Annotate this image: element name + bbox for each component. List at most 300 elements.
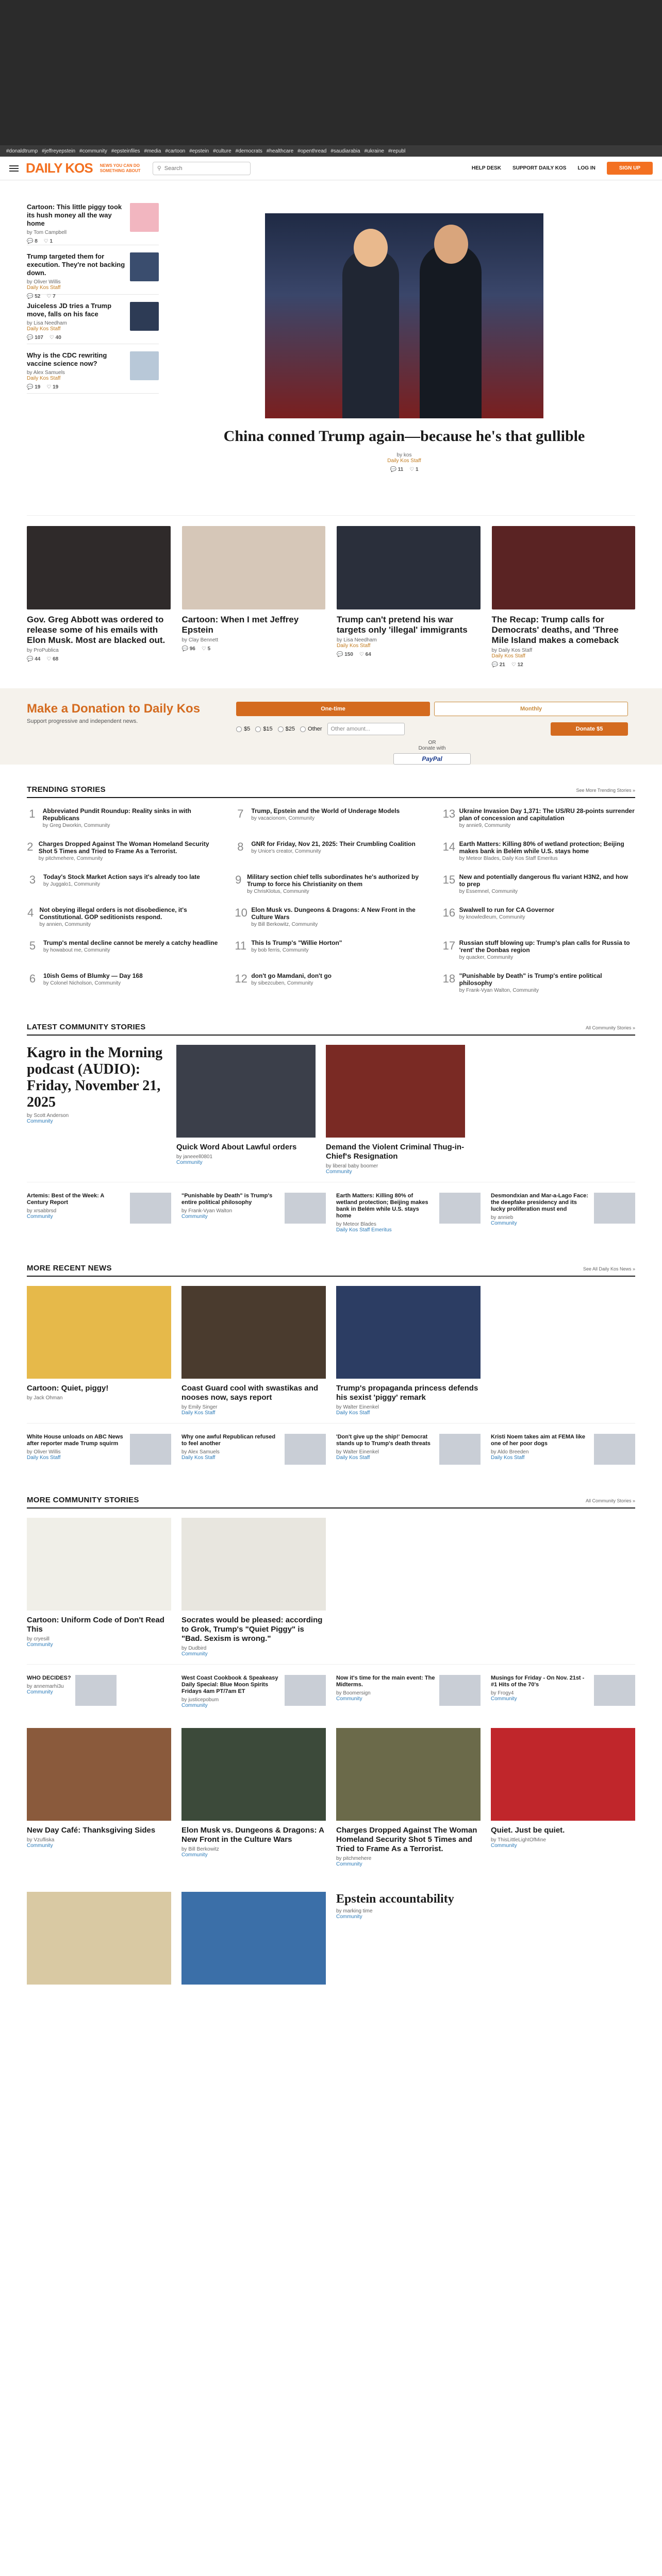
- story-title[interactable]: Trump can't pretend his war targets only 'illegal' immigrants: [337, 615, 468, 635]
- trending-item[interactable]: [235, 804, 427, 837]
- hero-org: Daily Kos Staff: [387, 458, 421, 464]
- story-author[interactable]: by ThisLittleLightOfMine: [491, 1837, 547, 1843]
- comment-count[interactable]: 💬 150: [337, 652, 353, 657]
- story-title[interactable]: Gov. Greg Abbott was ordered to release some of his emails with Elon Musk. Most are blacked out.: [27, 615, 166, 645]
- trending-rank: 16: [442, 906, 456, 919]
- comment-count[interactable]: 💬 44: [27, 656, 41, 662]
- like-count[interactable]: ♡ 64: [359, 652, 371, 657]
- story-image[interactable]: [27, 1892, 171, 1985]
- featured-card[interactable]: [492, 526, 636, 668]
- like-count[interactable]: ♡ 5: [201, 646, 211, 652]
- tab-monthly[interactable]: Monthly: [434, 702, 628, 716]
- story-title[interactable]: Ukraine Invasion Day 1,371: The US/RU 28-points surrender plan of concession and capitulation: [459, 807, 635, 822]
- tag-link[interactable]: #media: [144, 148, 161, 154]
- like-count[interactable]: ♡ 1: [43, 239, 53, 244]
- story-title[interactable]: "Punishable by Death" is Trump's entire political philosophy: [181, 1193, 273, 1206]
- trending-item[interactable]: [443, 804, 635, 837]
- story-card[interactable]: [27, 1286, 171, 1416]
- tag-link[interactable]: #donaldtrump: [6, 148, 38, 154]
- story-title[interactable]: Trump's propaganda princess defends his sexist 'piggy' remark: [336, 1384, 478, 1402]
- bottom-feature[interactable]: [336, 1892, 481, 1985]
- trending-more-link[interactable]: See More Trending Stories »: [576, 788, 635, 793]
- trending-item[interactable]: [443, 969, 635, 1002]
- story-title[interactable]: Earth Matters: Killing 80% of wetland protection; Beijing makes bank in Belém while U.S. stays home: [336, 1193, 428, 1219]
- story-org: Community: [176, 1160, 203, 1165]
- mini-story[interactable]: [27, 1675, 171, 1708]
- paypal-label: Donate with: [418, 745, 446, 751]
- story-title[interactable]: Artemis: Best of the Week: A Century Report: [27, 1193, 104, 1206]
- story-thumbnail[interactable]: [130, 1193, 171, 1224]
- trending-item[interactable]: [27, 870, 219, 903]
- story-title[interactable]: Military section chief tells subordinates he's authorized by Trump to force his Christianity on them: [247, 873, 419, 888]
- story-author[interactable]: by ProPublica: [27, 648, 59, 653]
- story-image[interactable]: [181, 1728, 326, 1821]
- story-card[interactable]: [27, 1728, 171, 1867]
- story-thumbnail[interactable]: [439, 1675, 481, 1706]
- trending-rank: 2: [27, 840, 34, 853]
- story-title[interactable]: The Recap: Trump calls for Democrats' deaths, and 'Three Mile Island makes a comeback: [491, 615, 619, 645]
- trending-title: TRENDING STORIES: [27, 785, 106, 794]
- story-title[interactable]: Cartoon: This little piggy took its hush money all the way home: [27, 203, 122, 227]
- story-author[interactable]: by pitchmehere: [336, 1856, 372, 1861]
- tab-one-time[interactable]: One-time: [236, 702, 430, 716]
- tag-link[interactable]: #epstein: [189, 148, 209, 154]
- story-org: Community: [27, 1843, 53, 1849]
- story-author[interactable]: by Meteor Blades: [336, 1222, 376, 1227]
- story-title[interactable]: Cartoon: Uniform Code of Don't Read This: [27, 1616, 164, 1634]
- tag-link[interactable]: #ukraine: [364, 148, 384, 154]
- trending-list: [27, 798, 635, 1002]
- news-title: MORE RECENT NEWS: [27, 1264, 112, 1273]
- story-title[interactable]: Not obeying illegal orders is not disobedience, it's Constitutional. GOP seditionists respond.: [39, 906, 187, 921]
- story-author[interactable]: by Boomersign: [336, 1690, 371, 1696]
- story-org: Daily Kos Staff: [336, 1410, 370, 1416]
- story-author[interactable]: by annieb: [491, 1215, 514, 1221]
- mini-story[interactable]: [336, 1193, 481, 1233]
- mini-story[interactable]: [491, 1434, 635, 1465]
- mini-story[interactable]: [336, 1675, 481, 1708]
- mini-story[interactable]: [27, 1193, 171, 1233]
- site-header: [0, 157, 662, 180]
- search-input[interactable]: [164, 165, 242, 172]
- story-thumbnail[interactable]: [285, 1434, 326, 1465]
- story-title[interactable]: Swalwell to run for CA Governor: [459, 906, 554, 913]
- story-image[interactable]: [27, 526, 171, 609]
- story-org: Community: [336, 1861, 362, 1867]
- story-title[interactable]: Earth Matters: Killing 80% of wetland protection; Beijing makes bank in Belém while U.S. stays home: [459, 840, 624, 855]
- story-title[interactable]: Coast Guard cool with swastikas and nooses now, says report: [181, 1384, 319, 1402]
- left-story[interactable]: [27, 196, 159, 245]
- story-image[interactable]: [336, 1286, 481, 1379]
- story-org: Community: [326, 1169, 352, 1175]
- bottom-feature-author[interactable]: by marking time: [336, 1908, 373, 1914]
- story-org: Daily Kos Staff: [27, 285, 61, 291]
- story-title[interactable]: Kristi Noem takes aim at FEMA like one of her poor dogs: [491, 1434, 585, 1447]
- story-title[interactable]: Demand the Violent Criminal Thug-in-Chief's Resignation: [326, 1143, 465, 1161]
- news-more-link[interactable]: See All Daily Kos News »: [583, 1266, 635, 1272]
- story-card[interactable]: [176, 1045, 316, 1175]
- story-card[interactable]: [491, 1728, 635, 1867]
- amount-25[interactable]: $25: [278, 726, 295, 732]
- comment-count[interactable]: 💬 19: [27, 384, 41, 390]
- bottom-feature-org: Community: [336, 1914, 362, 1920]
- story-image[interactable]: [337, 526, 481, 609]
- story-title[interactable]: New and potentially dangerous flu variant H3N2, and how to prep: [459, 873, 628, 888]
- story-author[interactable]: by knowledleum, Community: [459, 914, 525, 920]
- story-card[interactable]: [27, 1518, 171, 1657]
- story-org: Daily Kos Staff: [27, 376, 61, 381]
- trending-item[interactable]: [443, 936, 635, 969]
- trending-rank: 7: [237, 807, 244, 820]
- comment-count[interactable]: 💬 21: [491, 662, 505, 668]
- mini-story[interactable]: [491, 1193, 635, 1233]
- story-title[interactable]: This Is Trump's "Willie Horton": [251, 939, 342, 946]
- site-logo[interactable]: DAILY KOS: [26, 160, 93, 176]
- story-author[interactable]: by justicepobum: [181, 1697, 219, 1703]
- story-author[interactable]: by Colonel Nicholson, Community: [43, 980, 121, 986]
- story-author[interactable]: by Frogy4: [491, 1690, 514, 1696]
- paypal-button[interactable]: PayPal: [393, 753, 471, 765]
- trending-rank: 17: [442, 939, 456, 952]
- help-desk-link[interactable]: HELP DESK: [471, 165, 501, 171]
- story-image[interactable]: [181, 1892, 326, 1985]
- story-image[interactable]: [181, 1286, 326, 1379]
- story-card[interactable]: [181, 1728, 326, 1867]
- trending-item[interactable]: [443, 903, 635, 936]
- story-title[interactable]: Socrates would be pleased: according to Grok, Trump's "Quiet Piggy" is "Bad. Sexism is wrong.": [181, 1616, 323, 1643]
- story-author[interactable]: by Frank-Vyan Walton, Community: [459, 988, 539, 993]
- story-author[interactable]: by Lisa Needham: [27, 320, 67, 326]
- story-title[interactable]: 'Don't give up the ship!' Democrat stands up to Trump's death threats: [336, 1434, 431, 1447]
- story-image[interactable]: [336, 1728, 481, 1821]
- left-story[interactable]: [27, 245, 159, 299]
- donation-subtitle: Support progressive and independent news.: [27, 718, 138, 724]
- story-author[interactable]: by Juggalo1, Community: [43, 882, 101, 887]
- story-org: Daily Kos Staff: [491, 653, 525, 659]
- trending-rank: 3: [29, 873, 36, 886]
- story-thumbnail[interactable]: [130, 252, 159, 281]
- or-label: OR: [428, 740, 436, 745]
- story-author[interactable]: by pitchmehere, Community: [38, 856, 103, 861]
- story-author[interactable]: by janeeell0801: [176, 1154, 213, 1160]
- feature-org: Community: [27, 1118, 53, 1124]
- story-thumbnail[interactable]: [594, 1675, 635, 1706]
- tag-link[interactable]: #democrats: [235, 148, 262, 154]
- bottom-feature-title[interactable]: Epstein accountability: [336, 1892, 454, 1906]
- story-title[interactable]: Why one awful Republican refused to feel another: [181, 1434, 276, 1447]
- tag-link[interactable]: #republ: [388, 148, 406, 154]
- support-link[interactable]: SUPPORT DAILY KOS: [512, 165, 567, 171]
- story-title[interactable]: don't go Mamdani, don't go: [251, 972, 332, 979]
- trending-item[interactable]: [235, 903, 427, 936]
- story-org: Community: [336, 1696, 362, 1702]
- story-author[interactable]: by Frank-Vyan Walton: [181, 1208, 233, 1214]
- story-title[interactable]: Elon Musk vs. Dungeons & Dragons: A New Front in the Culture Wars: [181, 1826, 324, 1844]
- story-title[interactable]: Trump's mental decline cannot be merely a catchy headline: [43, 939, 218, 946]
- story-author[interactable]: by annemarhi3u: [27, 1684, 64, 1689]
- other-amount-input[interactable]: Other amount...: [327, 723, 405, 735]
- signup-button[interactable]: SIGN UP: [607, 162, 653, 175]
- trending-item[interactable]: [27, 804, 219, 837]
- tag-link[interactable]: #epsteinfiles: [111, 148, 140, 154]
- story-title[interactable]: Why is the CDC rewriting vaccine science now?: [27, 351, 107, 367]
- trending-item[interactable]: [27, 969, 219, 1002]
- story-image[interactable]: [326, 1045, 465, 1138]
- donation-box: [0, 688, 662, 765]
- story-author[interactable]: by howabout me, Community: [43, 947, 110, 953]
- story-title[interactable]: Cartoon: Quiet, piggy!: [27, 1384, 109, 1393]
- trending-item[interactable]: [443, 870, 635, 903]
- story-title[interactable]: West Coast Cookbook & Speakeasy Daily Special: Blue Moon Spirits Fridays 4am PT/7am ET: [181, 1675, 278, 1694]
- story-title[interactable]: Today's Stock Market Action says it's already too late: [43, 873, 200, 880]
- like-count[interactable]: ♡ 19: [46, 384, 59, 390]
- amount-15[interactable]: $15: [255, 726, 272, 732]
- featured-row: [27, 515, 635, 683]
- comment-count[interactable]: 💬 11: [390, 467, 404, 472]
- story-author[interactable]: by annien, Community: [39, 922, 91, 927]
- story-org: Community: [181, 1214, 208, 1219]
- story-thumbnail[interactable]: [130, 302, 159, 331]
- story-author[interactable]: by Oliver Willis: [27, 1449, 61, 1455]
- story-thumbnail[interactable]: [130, 351, 159, 380]
- story-author[interactable]: by Greg Dworkin, Community: [42, 823, 110, 828]
- story-image[interactable]: [492, 526, 636, 609]
- story-org: Community: [491, 1221, 517, 1226]
- logo-tagline: NEWS YOU CAN DO SOMETHING ABOUT: [100, 163, 141, 173]
- hero-title[interactable]: China conned Trump again—because he's that gullible: [223, 428, 585, 445]
- story-org: Daily Kos Staff: [337, 643, 371, 649]
- story-image[interactable]: [176, 1045, 316, 1138]
- comment-count[interactable]: 💬 107: [27, 335, 43, 341]
- donate-button[interactable]: Donate $5: [551, 722, 628, 736]
- story-image[interactable]: [491, 1728, 635, 1821]
- left-story[interactable]: [27, 344, 159, 394]
- trending-rank: 15: [442, 873, 456, 886]
- like-count[interactable]: ♡ 12: [511, 662, 523, 668]
- featured-card[interactable]: [182, 526, 326, 668]
- hero-author[interactable]: by kos: [396, 452, 412, 458]
- donation-title: Make a Donation to Daily Kos: [27, 702, 201, 716]
- trending-rank: 10: [235, 906, 247, 919]
- mini-story[interactable]: [27, 1434, 171, 1465]
- latest-more-link[interactable]: All Community Stories »: [585, 1025, 635, 1030]
- story-title[interactable]: Juiceless JD tries a Trump move, falls on his face: [27, 302, 112, 318]
- feature-title[interactable]: Kagro in the Morning podcast (AUDIO): Friday, November 21, 2025: [27, 1045, 163, 1110]
- story-thumbnail[interactable]: [285, 1193, 326, 1224]
- mini-story[interactable]: [181, 1434, 326, 1465]
- hero-image[interactable]: [265, 213, 543, 418]
- trending-rank: 14: [442, 840, 456, 853]
- community-more-link[interactable]: All Community Stories »: [585, 1498, 635, 1503]
- story-author[interactable]: by Alex Samuels: [27, 370, 65, 376]
- tag-bar: [0, 145, 662, 157]
- tag-link[interactable]: #cartoon: [165, 148, 186, 154]
- like-count[interactable]: ♡ 1: [409, 467, 419, 472]
- story-card[interactable]: [336, 1286, 481, 1416]
- comment-count[interactable]: 💬 52: [27, 294, 41, 299]
- trending-item[interactable]: [443, 837, 635, 870]
- story-title[interactable]: GNR for Friday, Nov 21, 2025: Their Crumbling Coalition: [251, 840, 416, 848]
- story-author[interactable]: by Alex Samuels: [181, 1449, 220, 1455]
- trending-rank: 11: [235, 939, 247, 952]
- story-title[interactable]: Trump, Epstein and the World of Underage Models: [251, 807, 400, 815]
- story-image[interactable]: [27, 1728, 171, 1821]
- story-title[interactable]: New Day Café: Thanksgiving Sides: [27, 1826, 156, 1835]
- story-title[interactable]: Quiet. Just be quiet.: [491, 1826, 565, 1835]
- trending-rank: 18: [442, 972, 456, 985]
- tag-link[interactable]: #jeffreyepstein: [42, 148, 76, 154]
- story-author[interactable]: by Bill Berkowitz, Community: [251, 922, 318, 927]
- story-author[interactable]: by Lisa Needham: [337, 637, 377, 643]
- trending-item[interactable]: [27, 903, 219, 936]
- story-thumbnail[interactable]: [594, 1434, 635, 1465]
- story-org: Daily Kos Staff: [27, 1455, 61, 1461]
- story-author[interactable]: by Bill Berkowitz: [181, 1846, 219, 1852]
- story-title[interactable]: Cartoon: When I met Jeffrey Epstein: [181, 615, 299, 635]
- story-image[interactable]: [181, 1518, 326, 1611]
- story-org: Daily Kos Staff: [181, 1455, 216, 1461]
- like-count[interactable]: ♡ 40: [49, 335, 61, 341]
- comment-count[interactable]: 💬 96: [181, 646, 195, 652]
- story-card[interactable]: [181, 1518, 326, 1657]
- story-org: Daily Kos Staff: [336, 1455, 370, 1461]
- story-author[interactable]: by Jack Ohman: [27, 1395, 63, 1401]
- story-image[interactable]: [27, 1286, 171, 1379]
- trending-item[interactable]: [27, 837, 219, 870]
- amount-other[interactable]: Other: [300, 726, 322, 732]
- trending-item[interactable]: [235, 936, 427, 969]
- story-author[interactable]: by bob ferris, Community: [251, 947, 309, 953]
- story-author[interactable]: by Clay Bennett: [181, 637, 219, 643]
- story-author[interactable]: by Essemnel, Community: [459, 889, 518, 894]
- mini-story[interactable]: [181, 1193, 326, 1233]
- story-org: Community: [27, 1642, 53, 1648]
- story-org: Community: [491, 1843, 517, 1849]
- story-thumbnail[interactable]: [594, 1193, 635, 1224]
- story-title[interactable]: "Punishable by Death" is Trump's entire political philosophy: [459, 972, 602, 987]
- trending-item[interactable]: [235, 837, 427, 870]
- mini-story[interactable]: [336, 1434, 481, 1465]
- story-card[interactable]: [326, 1045, 465, 1175]
- story-title[interactable]: Charges Dropped Against The Woman Homeland Security Shot 5 Times and Tried to Frame As a Terrorist.: [38, 840, 209, 855]
- story-thumbnail[interactable]: [285, 1675, 326, 1706]
- story-author[interactable]: by Walter Einenkel: [336, 1404, 379, 1410]
- mini-story[interactable]: [181, 1675, 326, 1708]
- left-story[interactable]: [27, 295, 159, 344]
- comment-count[interactable]: 💬 8: [27, 239, 38, 244]
- story-title[interactable]: White House unloads on ABC News after reporter made Trump squirm: [27, 1434, 123, 1447]
- story-author[interactable]: by sibezcuben, Community: [251, 980, 313, 986]
- story-author[interactable]: by cryesill: [27, 1636, 49, 1642]
- story-author[interactable]: by Oliver Willis: [27, 279, 61, 285]
- story-org: Community: [27, 1689, 53, 1695]
- story-org: Daily Kos Staff Emeritus: [336, 1227, 392, 1233]
- tag-link[interactable]: #culture: [213, 148, 231, 154]
- featured-card[interactable]: [337, 526, 481, 668]
- story-image[interactable]: [182, 526, 326, 609]
- story-author[interactable]: by annie9, Community: [459, 823, 511, 828]
- story-card[interactable]: [181, 1286, 326, 1416]
- story-author[interactable]: by vacacionom, Community: [251, 816, 315, 821]
- feature-author[interactable]: by Scott Anderson: [27, 1113, 69, 1118]
- story-author[interactable]: by ChrisKlotus, Community: [247, 889, 309, 894]
- story-org: Daily Kos Staff: [491, 1455, 525, 1461]
- trending-rank: 8: [237, 840, 244, 853]
- trending-rank: 13: [442, 807, 456, 820]
- story-author[interactable]: by Vzufliska: [27, 1837, 55, 1843]
- like-count[interactable]: ♡ 68: [46, 656, 59, 662]
- story-author[interactable]: by quacker, Community: [459, 955, 514, 960]
- story-thumbnail[interactable]: [439, 1434, 481, 1465]
- story-author[interactable]: by Walter Einenkel: [336, 1449, 379, 1455]
- story-title[interactable]: Russian stuff blowing up: Trump's plan calls for Russia to 'rent' the Donbas region: [459, 939, 630, 954]
- trending-item[interactable]: [235, 969, 427, 1002]
- tag-link[interactable]: #healthcare: [266, 148, 294, 154]
- story-title[interactable]: Abbreviated Pundit Roundup: Reality sinks in with Republicans: [42, 807, 191, 822]
- story-title[interactable]: WHO DECIDES?: [27, 1675, 71, 1681]
- story-author[interactable]: by xrsabbrsd: [27, 1208, 57, 1214]
- story-thumbnail[interactable]: [130, 203, 159, 232]
- left-stories: [27, 196, 159, 515]
- story-author[interactable]: by Meteor Blades, Daily Kos Staff Emeritus: [459, 856, 558, 861]
- story-card[interactable]: [336, 1728, 481, 1867]
- featured-card[interactable]: [27, 526, 171, 668]
- story-author[interactable]: by Emily Singer: [181, 1404, 218, 1410]
- story-org: Community: [181, 1852, 208, 1858]
- story-thumbnail[interactable]: [439, 1193, 481, 1224]
- trending-rank: 9: [235, 873, 242, 886]
- story-author[interactable]: by Daily Kos Staff: [491, 648, 533, 653]
- trending-item[interactable]: [235, 870, 427, 903]
- story-author[interactable]: by Aldo Breeden: [491, 1449, 529, 1455]
- story-org: Community: [27, 1214, 53, 1219]
- story-org: Daily Kos Staff: [181, 1410, 216, 1416]
- tag-link[interactable]: #saudiarabia: [330, 148, 360, 154]
- story-author[interactable]: by Dudbird: [181, 1646, 207, 1651]
- trending-rank: 6: [29, 972, 36, 985]
- story-org: Community: [181, 1651, 208, 1657]
- story-thumbnail[interactable]: [75, 1675, 117, 1706]
- story-title[interactable]: Now it's time for the main event: The Midterms.: [336, 1675, 435, 1688]
- story-author[interactable]: by Unice's creator, Community: [251, 849, 321, 854]
- story-author[interactable]: by Tom Campbell: [27, 230, 67, 235]
- story-title[interactable]: Charges Dropped Against The Woman Homeland Security Shot 5 Times and Tried to Frame As a Terrorist.: [336, 1826, 477, 1853]
- story-title[interactable]: Musings for Friday - On Nov. 21st - #1 Hits of the 70's: [491, 1675, 585, 1688]
- story-title[interactable]: 10ish Gems of Blumky — Day 168: [43, 972, 143, 979]
- like-count[interactable]: ♡ 7: [46, 294, 56, 299]
- trending-item[interactable]: [27, 936, 219, 969]
- search-box[interactable]: [153, 162, 251, 175]
- trending-rank: 1: [29, 807, 36, 820]
- login-link[interactable]: LOG IN: [577, 165, 595, 171]
- menu-icon[interactable]: [9, 165, 19, 172]
- story-image[interactable]: [27, 1518, 171, 1611]
- tag-link[interactable]: #community: [79, 148, 107, 154]
- latest-feature[interactable]: [27, 1045, 166, 1175]
- mini-story[interactable]: [491, 1675, 635, 1708]
- trending-rank: 5: [29, 939, 36, 952]
- story-thumbnail[interactable]: [130, 1434, 171, 1465]
- latest-title: LATEST COMMUNITY STORIES: [27, 1023, 146, 1031]
- story-title[interactable]: Quick Word About Lawful orders: [176, 1143, 297, 1151]
- tag-link[interactable]: #openthread: [297, 148, 327, 154]
- story-title[interactable]: Desmondxian and Mar-a-Lago Face: the deepfake presidency and its lucky proliferation must end: [491, 1193, 588, 1212]
- story-title[interactable]: Elon Musk vs. Dungeons & Dragons: A New Front in the Culture Wars: [251, 906, 416, 921]
- hero-story[interactable]: [173, 196, 635, 515]
- story-title[interactable]: Trump targeted them for execution. They're not backing down.: [27, 252, 125, 277]
- story-author[interactable]: by liberal baby boomer: [326, 1163, 378, 1169]
- amount-5[interactable]: $5: [236, 726, 250, 732]
